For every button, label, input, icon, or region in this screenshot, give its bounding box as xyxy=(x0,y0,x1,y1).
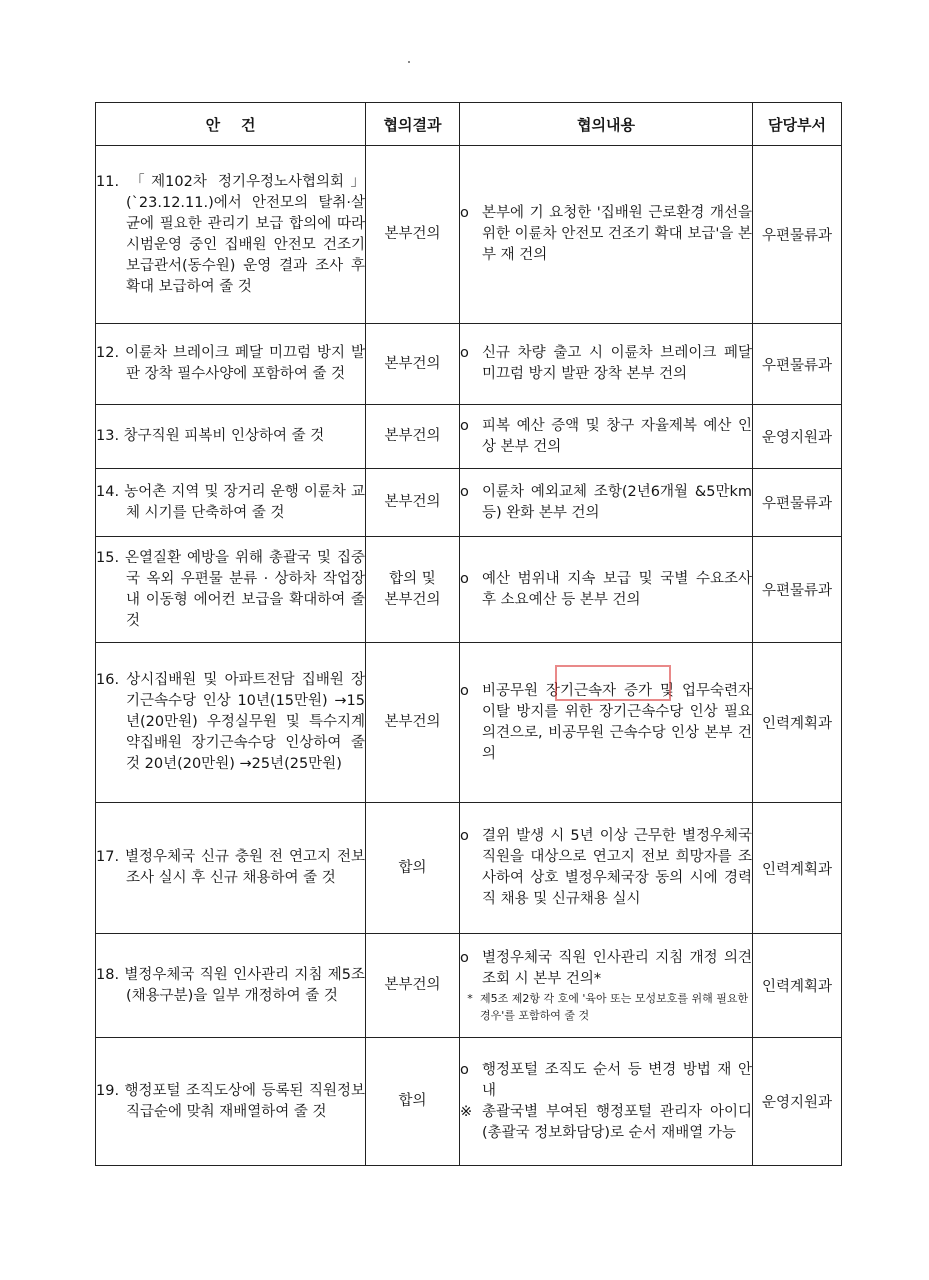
content-cell xyxy=(460,469,753,537)
table-row xyxy=(96,803,842,934)
content-text: 결위 발생 시 5년 이상 근무한 별정우체국 직원을 대상으로 연고지 전보 희망자를 조사하여 상호 별정우체국장 동의 시에 경력직 채용 및 신규채용 실시 xyxy=(482,828,752,907)
content-text: 행정포털 조직도 순서 등 변경 방법 재 안내 xyxy=(482,1061,752,1099)
content-text: 피복 예산 증액 및 창구 자율제복 예산 인상 본부 건의 xyxy=(482,417,752,455)
bullet-mark: o xyxy=(460,1061,469,1078)
item-number: 12. xyxy=(96,345,120,361)
result-cell: 본부건의 xyxy=(366,643,460,803)
item-number: 16. xyxy=(96,672,120,688)
dept-cell: 우편물류과 xyxy=(753,146,842,324)
header-dept: 담당부서 xyxy=(753,103,842,146)
content-cell xyxy=(460,803,753,934)
result-cell: 본부건의 xyxy=(366,324,460,405)
content-cell xyxy=(460,934,753,1038)
item-text: 농어촌 지역 및 장거리 운행 이륜차 교체 시기를 단축하여 줄 것 xyxy=(124,483,365,521)
result-cell: 합의 및 본부건의 xyxy=(366,537,460,643)
bullet-mark: o xyxy=(460,828,469,844)
bullet-mark: o xyxy=(460,205,469,221)
scan-speck xyxy=(408,61,410,63)
table-row xyxy=(96,405,842,469)
footnote xyxy=(460,990,752,1024)
dept-cell: 운영지원과 xyxy=(753,405,842,469)
header-item: 안 건 xyxy=(96,103,366,146)
reference-text: 총괄국별 부여된 행정포털 관리자 아이디(총괄국 정보화담당)로 순서 재배열 가능 xyxy=(482,1103,752,1141)
table-row xyxy=(96,643,842,803)
item-number: 13. xyxy=(96,428,120,444)
bullet-mark: o xyxy=(460,949,469,966)
table-row xyxy=(96,537,842,643)
agenda-item xyxy=(96,1038,366,1166)
asterisk-mark: * xyxy=(467,991,473,1005)
item-number: 14. xyxy=(96,483,120,500)
item-text: 별정우체국 신규 충원 전 연고지 전보 조사 실시 후 신규 채용하여 줄 것 xyxy=(125,849,366,886)
item-text: 상시집배원 및 아파트전담 집배원 장기근속수당 인상 10년(15만원) →15년(20만원) 우정실무원 및 특수지계약집배원 장기근속수당 인상하여 줄 것 20년(20만원) →25년(25만원) xyxy=(126,672,365,772)
bullet-mark: o xyxy=(460,483,469,500)
content-text: 이륜차 예외교체 조항(2년6개월 &5만km 등) 완화 본부 건의 xyxy=(482,483,752,521)
agenda-item xyxy=(96,324,366,405)
content-cell xyxy=(460,1038,753,1166)
reference-mark: ※ xyxy=(460,1103,473,1120)
agenda-item xyxy=(96,469,366,537)
table-row xyxy=(96,324,842,405)
content-cell xyxy=(460,146,753,324)
table-row xyxy=(96,469,842,537)
bullet-mark: o xyxy=(460,345,469,361)
result-cell: 합의 xyxy=(366,803,460,934)
table-header-row xyxy=(96,103,842,146)
table-row xyxy=(96,934,842,1038)
item-text: 온열질환 예방을 위해 총괄국 및 집중국 옥외 우편물 분류 · 상하차 작업장 내 이동형 에어컨 보급을 확대하여 줄 것 xyxy=(125,549,366,629)
content-text: 신규 차량 출고 시 이륜차 브레이크 페달 미끄럼 방지 발판 장착 본부 건의 xyxy=(482,345,752,382)
dept-cell: 운영지원과 xyxy=(753,1038,842,1166)
content-cell xyxy=(460,324,753,405)
item-number: 17. xyxy=(96,849,120,865)
result-cell: 본부건의 xyxy=(366,934,460,1038)
bullet-mark: o xyxy=(460,417,469,434)
item-text: 이륜차 브레이크 페달 미끄럼 방지 발판 장착 필수사양에 포함하여 줄 것 xyxy=(125,345,366,382)
header-content: 협의내용 xyxy=(460,103,753,146)
result-cell: 합의 xyxy=(366,1038,460,1166)
content-cell xyxy=(460,643,753,803)
footnote-text: 제5조 제2항 각 호에 '육아 또는 모성보호를 위해 필요한 경우'를 포함하여 줄 것 xyxy=(480,991,749,1022)
agenda-item xyxy=(96,146,366,324)
dept-cell: 우편물류과 xyxy=(753,537,842,643)
item-number: 15. xyxy=(96,549,120,566)
item-number: 11. xyxy=(96,173,120,190)
result-cell: 본부건의 xyxy=(366,146,460,324)
dept-cell: 인력계획과 xyxy=(753,643,842,803)
dept-cell: 인력계획과 xyxy=(753,934,842,1038)
item-number: 19. xyxy=(96,1082,120,1099)
table-row xyxy=(96,1038,842,1166)
result-cell: 본부건의 xyxy=(366,469,460,537)
content-text: 예산 범위내 지속 보급 및 국별 수요조사 후 소요예산 등 본부 건의 xyxy=(482,570,752,608)
header-result: 협의결과 xyxy=(366,103,460,146)
item-text: 「제102차 정기우정노사협의회」(`23.12.11.)에서 안전모의 탈취·살균에 필요한 관리기 보급 합의에 따라 시범운영 중인 집배원 안전모 건조기 보급관서(동수원) 운영 결과 조사 후 확대 보급하여 줄 것 xyxy=(126,173,365,295)
content-cell xyxy=(460,405,753,469)
dept-cell: 우편물류과 xyxy=(753,469,842,537)
agenda-item xyxy=(96,803,366,934)
bullet-mark: o xyxy=(460,682,469,699)
bullet-mark: o xyxy=(460,570,469,587)
agenda-item xyxy=(96,643,366,803)
content-text: 본부에 기 요청한 '집배원 근로환경 개선을 위한 이륜차 안전모 건조기 확대 보급'을 본부 재 건의 xyxy=(482,205,752,263)
dept-cell: 인력계획과 xyxy=(753,803,842,934)
agenda-item xyxy=(96,405,366,469)
item-text: 창구직원 피복비 인상하여 줄 것 xyxy=(123,428,325,444)
dept-cell: 우편물류과 xyxy=(753,324,842,405)
content-text: 별정우체국 직원 인사관리 지침 개정 의견 조회 시 본부 건의* xyxy=(482,949,752,987)
item-number: 18. xyxy=(96,966,120,983)
item-text: 별정우체국 직원 인사관리 지침 제5조(채용구분)을 일부 개정하여 줄 것 xyxy=(124,966,366,1004)
content-text: 비공무원 장기근속자 증가 및 업무숙련자 이탈 방지를 위한 장기근속수당 인상 필요 의견으로, 비공무원 근속수당 인상 본부 건의 xyxy=(482,682,752,762)
agenda-table xyxy=(95,102,842,1166)
content-cell xyxy=(460,537,753,643)
result-cell: 본부건의 xyxy=(366,405,460,469)
agenda-item xyxy=(96,537,366,643)
agenda-item xyxy=(96,934,366,1038)
item-text: 행정포털 조직도상에 등록된 직원정보 직급순에 맞춰 재배열하여 줄 것 xyxy=(124,1082,365,1120)
table-row xyxy=(96,146,842,324)
